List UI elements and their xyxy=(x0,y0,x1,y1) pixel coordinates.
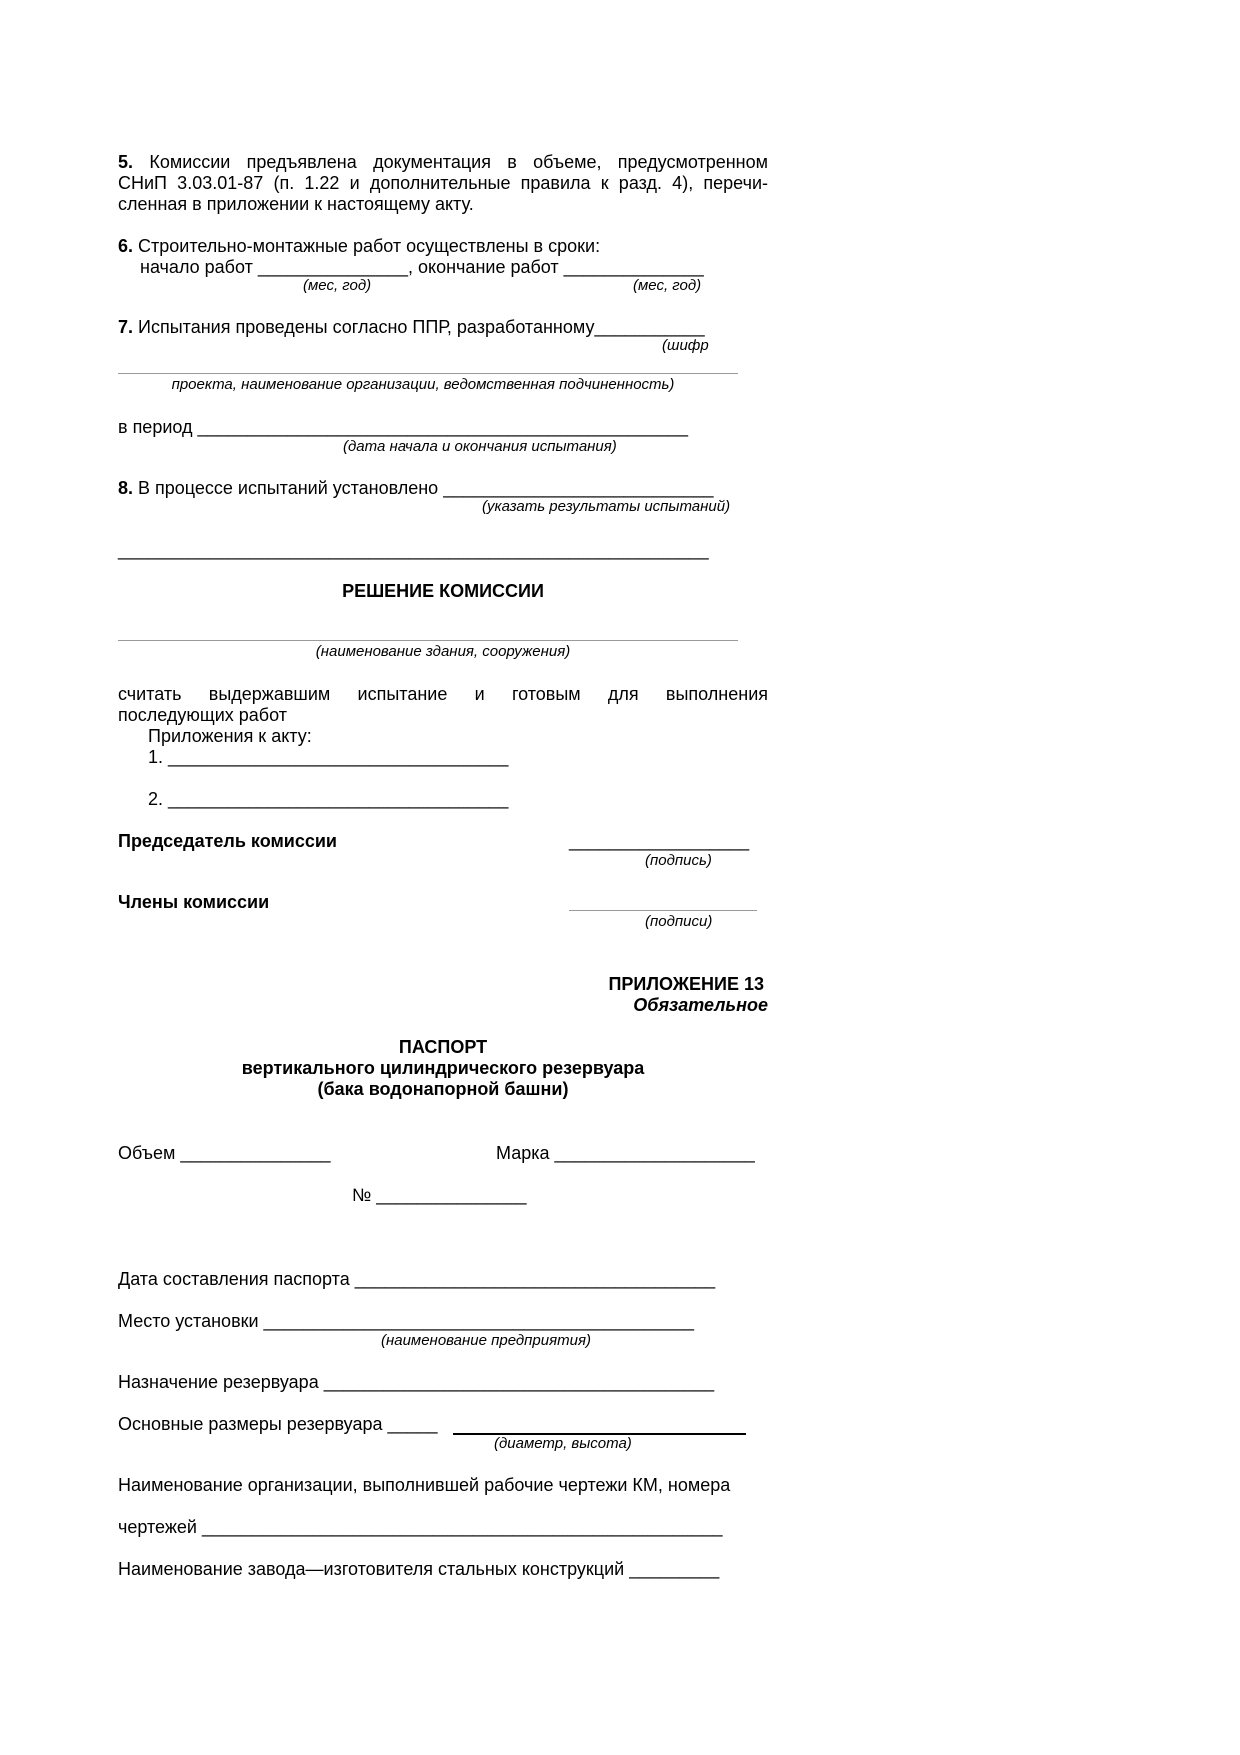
chairman-signature-line: __________________ xyxy=(569,831,750,851)
item-7-underline xyxy=(118,373,738,374)
decision-line-2: последующих работ xyxy=(118,705,287,725)
passport-subtitle-1: вертикального цилиндрического резервуара xyxy=(241,1058,645,1078)
item-6-caption-start: (мес, год) xyxy=(303,277,372,294)
tank-sizes-field: Основные размеры резервуара _____ xyxy=(118,1414,438,1434)
installation-place-field: Место установки ___________________________________________ xyxy=(118,1311,695,1331)
passport-title: ПАСПОРТ xyxy=(398,1037,488,1057)
item-5-number: 5. xyxy=(118,152,134,172)
item-8-text: В процессе испытаний установлено ___________________________ xyxy=(138,478,714,498)
item-7-caption-right: (шифр xyxy=(662,337,709,354)
chairman-label: Председатель комиссии xyxy=(118,831,337,851)
item-6-text: Строительно-монтажные работ осуществлены в сроки: xyxy=(138,236,601,256)
item-5-line-1 xyxy=(118,152,768,173)
item-7-text: Испытания проведены согласно ППР, разработанному___________ xyxy=(138,317,705,337)
decision-line-1: считать выдержавшим испытание и готовым для выполнения xyxy=(118,684,768,704)
item-5-text: Комиссии предъявлена документация в объеме, предусмотренном xyxy=(149,152,768,172)
members-label: Члены комиссии xyxy=(118,892,270,912)
item-6-line xyxy=(118,236,600,257)
members-signature-line xyxy=(569,910,757,911)
volume-field: Объем _______________ xyxy=(118,1143,331,1163)
attachment-2: 2. __________________________________ xyxy=(148,789,509,809)
item-6-number: 6. xyxy=(118,236,134,256)
passport-date-field: Дата составления паспорта ____________________________________ xyxy=(118,1269,716,1289)
decision-underline xyxy=(118,640,738,641)
mark-field: Марка ____________________ xyxy=(496,1143,755,1163)
item-8-blank-line: ___________________________________________________________ xyxy=(118,540,709,560)
plant-field: Наименование завода—изготовителя стальных конструкций _________ xyxy=(118,1559,720,1579)
passport-subtitle-2: (бака водонапорной башни) xyxy=(317,1079,569,1099)
members-signature-caption: (подписи) xyxy=(645,913,713,930)
item-5-line-3: сленная в приложении к настоящему акту. xyxy=(118,194,474,214)
tank-sizes-caption: (диаметр, высота) xyxy=(494,1435,632,1452)
item-6-dates: начало работ _______________, окончание работ ______________ xyxy=(140,257,704,277)
attachments-title: Приложения к акту: xyxy=(148,726,312,746)
chairman-signature-caption: (подпись) xyxy=(645,852,712,869)
item-7-caption-line: проекта, наименование организации, ведомственная подчиненность) xyxy=(171,376,675,393)
item-6-caption-end: (мес, год) xyxy=(633,277,702,294)
appendix-subtitle: Обязательное xyxy=(633,995,768,1015)
drawings-organization-line: Наименование организации, выполнившей рабочие чертежи КМ, номера xyxy=(118,1475,731,1495)
appendix-title: ПРИЛОЖЕНИЕ 13 xyxy=(608,974,764,994)
installation-place-caption: (наименование предприятия) xyxy=(381,1332,591,1349)
item-7-number: 7. xyxy=(118,317,134,337)
item-8-line xyxy=(118,478,714,499)
number-field: № _______________ xyxy=(352,1185,527,1205)
item-7-period-caption: (дата начала и окончания испытания) xyxy=(343,438,617,455)
item-8-number: 8. xyxy=(118,478,134,498)
item-8-caption: (указать результаты испытаний) xyxy=(482,498,731,515)
item-7-line xyxy=(118,317,705,338)
item-5-line-2: СНиП 3.03.01-87 (п. 1.22 и дополнительные правила к разд. 4), перечи- xyxy=(118,173,768,193)
item-7-period: в период _________________________________________________ xyxy=(118,417,689,437)
decision-caption: (наименование здания, сооружения) xyxy=(315,643,571,660)
tank-purpose-field: Назначение резервуара _______________________________________ xyxy=(118,1372,715,1392)
drawings-field: чертежей ____________________________________________________ xyxy=(118,1517,723,1537)
attachment-1: 1. __________________________________ xyxy=(148,747,509,767)
decision-title: РЕШЕНИЕ КОМИССИИ xyxy=(342,581,544,601)
